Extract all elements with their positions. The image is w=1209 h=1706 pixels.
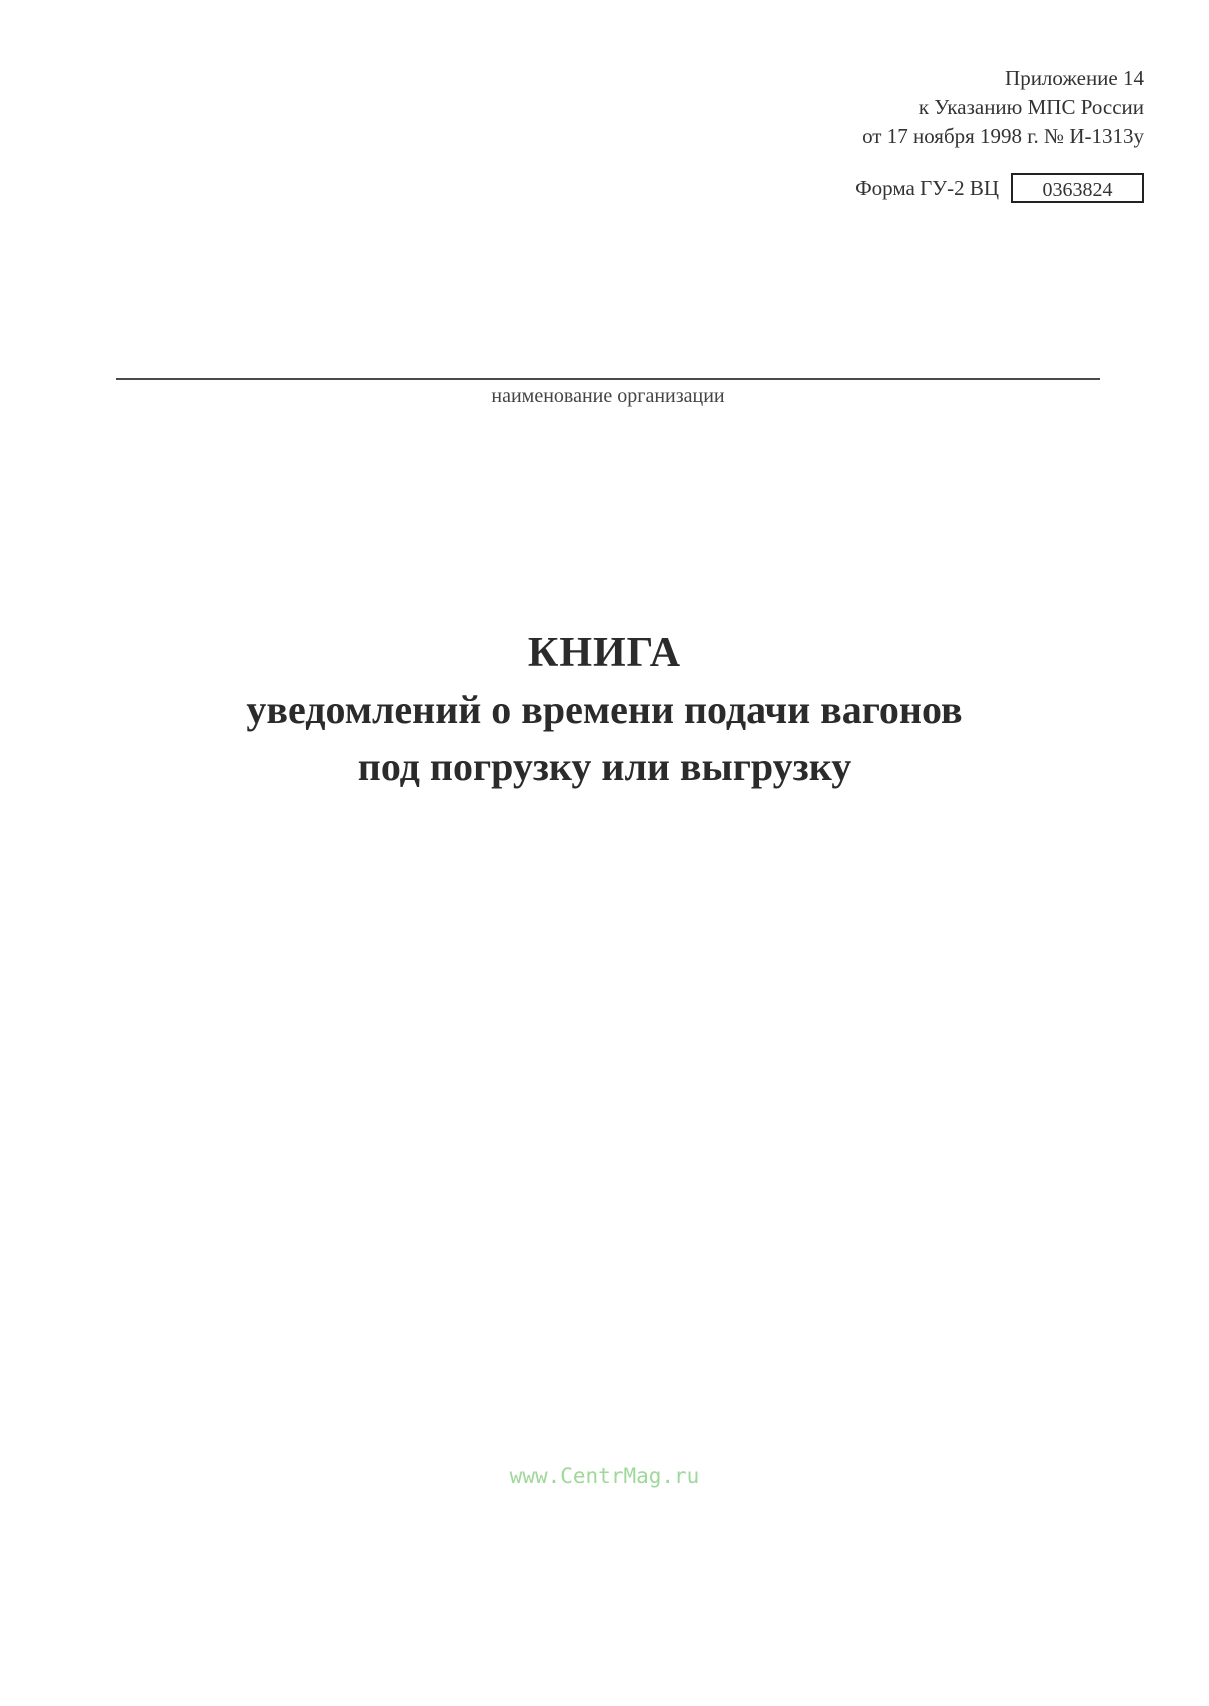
organization-name-line bbox=[116, 378, 1100, 380]
title-line-2: уведомлений о времени подачи вагонов bbox=[246, 687, 963, 732]
title-main: КНИГА bbox=[527, 630, 682, 676]
form-number-box: 0363824 bbox=[1011, 173, 1144, 203]
title-line-3: под погрузку или выгрузку bbox=[357, 744, 852, 789]
organization-caption: наименование организации bbox=[491, 385, 725, 407]
annex-directive: к Указанию МПС России bbox=[918, 95, 1144, 119]
form-label: Форма ГУ-2 ВЦ bbox=[855, 175, 999, 200]
annex-date: от 17 ноября 1998 г. № И-1313у bbox=[862, 124, 1144, 148]
form-code-line bbox=[855, 172, 1144, 204]
annex-number: Приложение 14 bbox=[1005, 66, 1144, 90]
watermark-text: www.CentrMag.ru bbox=[509, 1464, 700, 1488]
annex-reference bbox=[862, 64, 1144, 151]
document-title bbox=[0, 625, 1209, 795]
